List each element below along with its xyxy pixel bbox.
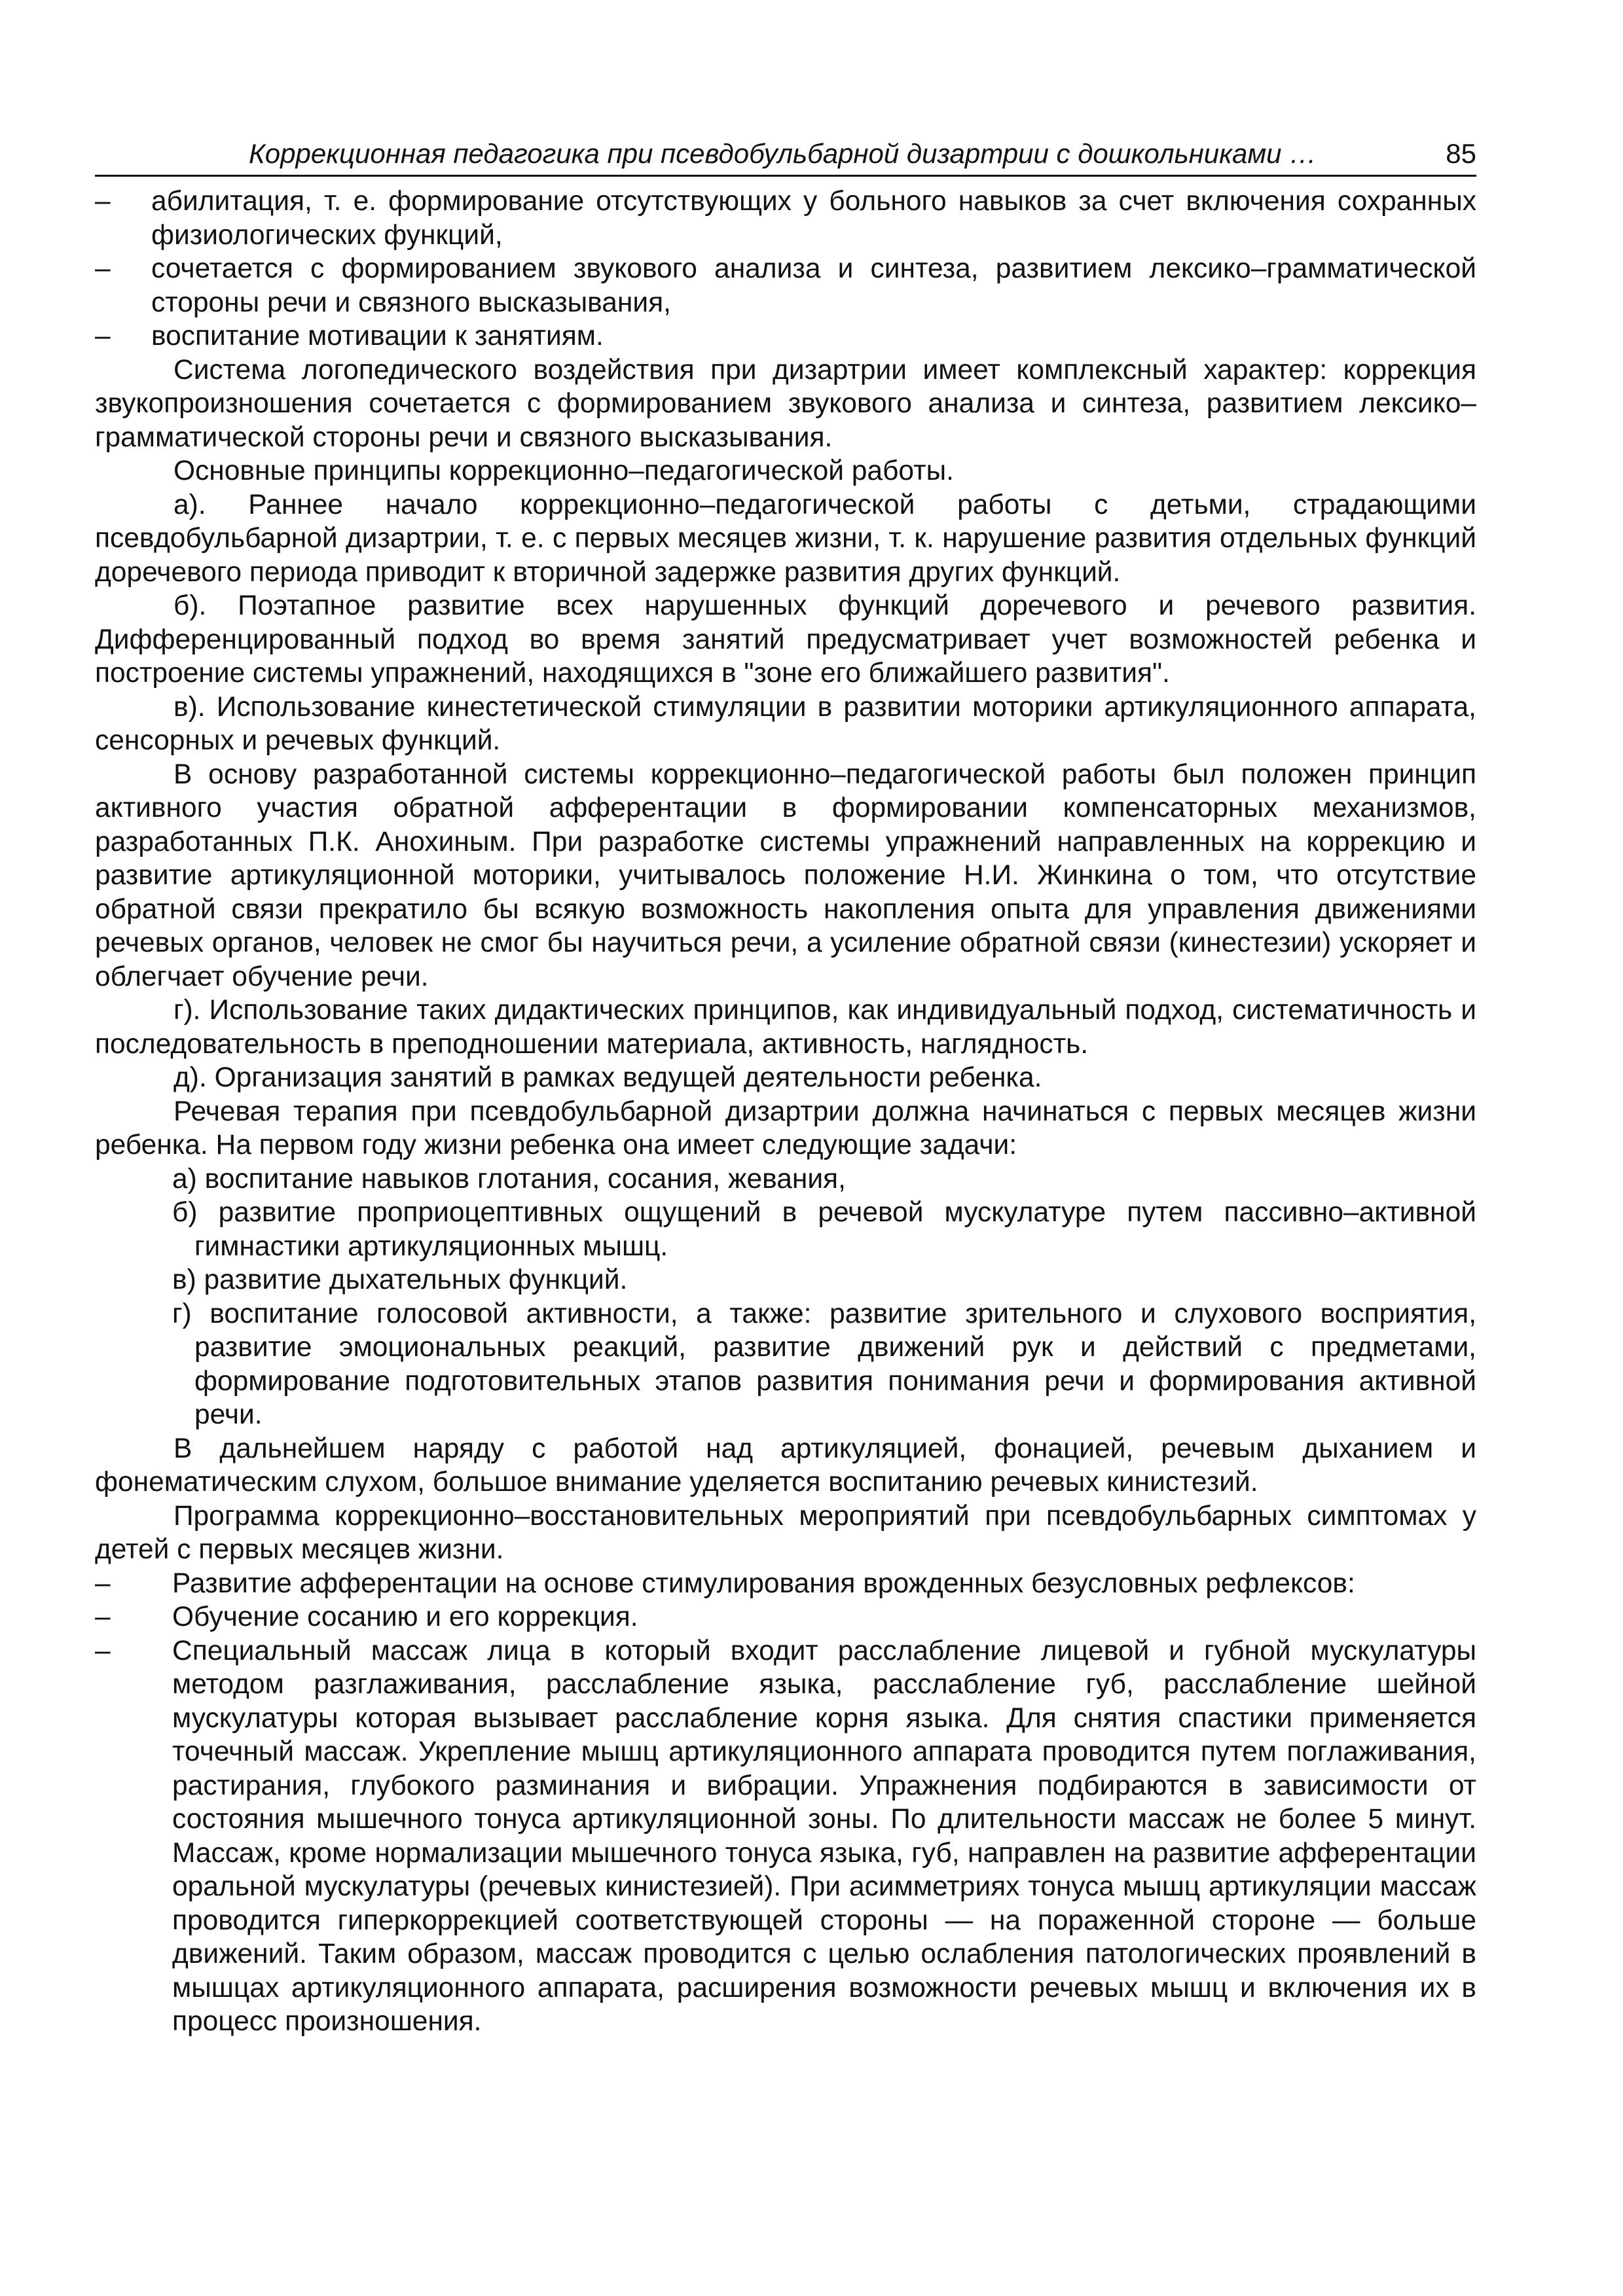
list-item-text: абилитация, т. е. формирование отсутствующих у больного навыков за счет включения сохранных физиологических функций, [151,186,1476,251]
paragraph: В основу разработанной системы коррекционно–педагогической работы был положен принцип активного участия обратной афферентации в формировании компенсаторных механизмов, разработанных П.К. Анохиным. При разработке системы упражнений направленных на коррекцию и развитие артикуляционной моторики, учитывалось положение Н.И. Жинкина о том, что отсутствие обратной связи прекратило бы всякую возможность накопления опыта для управления движениями речевых органов, человек не смог бы научиться речи, а усиление обратной связи (кинестезии) ускоряет и облегчает обучение речи. [95,759,1476,992]
dash-marker: – [95,253,111,284]
task-item: а) воспитание навыков глотания, сосания, жевания, [172,1163,846,1194]
dash-marker: – [95,1635,111,1666]
principle-e: д). Организация занятий в рамках ведущей деятельности ребенка. [173,1062,1042,1093]
list-item [95,319,1476,353]
list-item-text: Специальный массаж лица в который входит расслабление лицевой и губной мускулатуры методом разглаживания, расслабление языка, расслабление губ, расслабление шейной мускулатуры которая вызывает расслабление корня языка. Для снятия спастики применяется точечный массаж. Укрепление мышц артикуляционного аппарата проводится путем поглаживания, растирания, глубокого разминания и вибрации. Упражнения подбираются в зависимости от состояния мышечного тонуса артикуляционной зоны. По длительности массаж не более 5 минут. Массаж, кроме нормализации мышечного тонуса языка, губ, направлен на развитие афферентации оральной мускулатуры (речевых кинистезией). При асимметриях тонуса мышц артикуляции массаж проводится гиперкоррекцией соответствующей стороны — на пораженной стороне — больше движений. Таким образом, массаж проводится с целью ослабления патологических проявлений в мышцах артикуляционного аппарата, расширения возможности речевых мышц и включения их в процесс произношения. [172,1635,1476,2037]
principle-c: в). Использование кинестетической стимуляции в развитии моторики артикуляционного аппарата, сенсорных и речевых функций. [95,691,1476,756]
paragraph: Основные принципы коррекционно–педагогической работы. [173,456,954,486]
dash-marker: – [95,186,111,217]
list-item [95,185,1476,252]
paragraph: Программа коррекционно–восстановительных мероприятий при псевдобульбарных симптомах у детей с первых месяцев жизни. [95,1500,1476,1565]
list-item-text: воспитание мотивации к занятиям. [151,321,604,351]
task-item: б) развитие проприоцептивных ощущений в речевой мускулатуре путем пассивно–активной гимнастики артикуляционных мышц. [172,1197,1476,1262]
list-item [95,1634,1476,2039]
principle-d: г). Использование таких дидактических принципов, как индивидуальный подход, систематичность и последовательность в преподношении материала, активность, наглядность. [95,995,1476,1060]
running-header [95,134,1476,177]
list-item-text: Обучение сосанию и его коррекция. [172,1602,638,1632]
dash-marker: – [95,1602,111,1632]
paragraph: Система логопедического воздействия при дизартрии имеет комплексный характер: коррекция звукопроизношения сочетается с формированием звукового анализа и синтеза, развитием лексико–грамматической стороны речи и связного высказывания. [95,354,1476,453]
list-item-text: сочетается с формированием звукового анализа и синтеза, развитием лексико–грамматической стороны речи и связного высказывания, [151,253,1476,318]
running-title: Коррекционная педагогика при псевдобульбарной дизартрии с дошкольниками … [249,138,1317,169]
dash-marker: – [95,321,111,351]
list-item-text: Развитие афферентации на основе стимулирования врожденных безусловных рефлексов: [172,1568,1355,1599]
page-number: 85 [1446,138,1476,169]
task-item: г) воспитание голосовой активности, а также: развитие зрительного и слухового восприятия, развитие эмоциональных реакций, развитие движений рук и действий с предметами, формирование подготовительных этапов развития понимания речи и формирования активной речи. [172,1298,1476,1430]
dash-marker: – [95,1568,111,1599]
principle-a: а). Раннее начало коррекционно–педагогической работы с детьми, страдающими псевдобульбарной дизартрии, т. е. с первых месяцев жизни, т. к. нарушение развития отдельных функций доречевого периода приводит к вторичной задержке развития других функций. [95,489,1476,588]
page-body [95,185,1476,2039]
principle-b: б). Поэтапное развитие всех нарушенных функций доречевого и речевого развития. Дифференцированный подход во время занятий предусматривает учет возможностей ребенка и построение системы упражнений, находящихся в "зоне его ближайшего развития". [95,590,1476,689]
task-item: в) развитие дыхательных функций. [172,1265,628,1295]
list-item [95,1600,1476,1634]
paragraph: В дальнейшем наряду с работой над артикуляцией, фонацией, речевым дыханием и фонематическим слухом, большое внимание уделяется воспитанию речевых кинистезий. [95,1433,1476,1498]
list-item [95,1567,1476,1601]
list-item [95,252,1476,319]
paragraph: Речевая терапия при псевдобульбарной дизартрии должна начинаться с первых месяцев жизни ребенка. На первом году жизни ребенка она имеет следующие задачи: [95,1096,1476,1160]
